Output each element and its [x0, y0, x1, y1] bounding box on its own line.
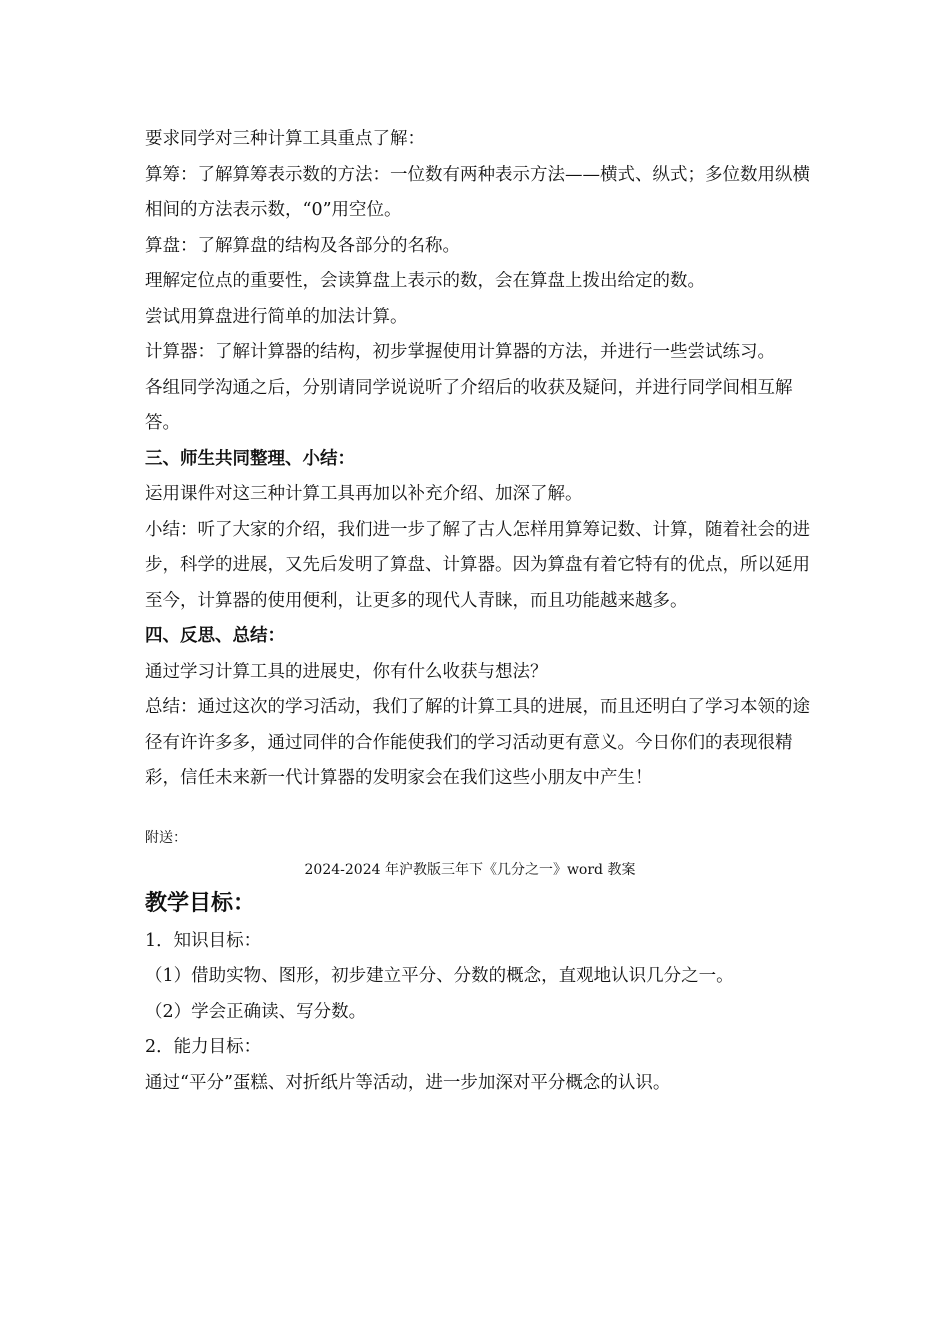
paragraph: 尝试用算盘进行简单的加法计算。 — [145, 306, 408, 327]
appendix-label: 附送： — [145, 829, 187, 846]
list-item: 通过“平分”蛋糕、对折纸片等活动，进一步加深对平分概念的认识。 — [145, 1072, 671, 1093]
appendix-title: 2024-2024 年沪教版三年下《几分之一》word 教案 — [304, 861, 636, 878]
paragraph: 小结：听了大家的介绍，我们进一步了解了古人怎样用算筹记数、计算，随着社会的进步，科学的进展，又先后发明了算盘、计算器。因为算盘有着它特有的优点，所以延用至今，计算器的使用便利，让更多的现代人青睐，而且功能越来越多。 — [145, 519, 810, 611]
list-item: （2）学会正确读、写分数。 — [145, 1001, 367, 1022]
paragraph: 理解定位点的重要性，会读算盘上表示的数，会在算盘上拨出给定的数。 — [145, 271, 705, 291]
list-item: 2．能力目标： — [145, 1037, 262, 1057]
list-item: 1．知识目标： — [145, 930, 262, 951]
section-heading: 四、反思、总结： — [145, 626, 285, 646]
paragraph: 运用课件对这三种计算工具再加以补充介绍、加深了解。 — [145, 484, 583, 504]
list-item: （1）借助实物、图形，初步建立平分、分数的概念，直观地认识几分之一。 — [145, 966, 734, 986]
paragraph: 通过学习计算工具的进展史，你有什么收获与想法？ — [145, 661, 548, 682]
goals-heading: 教学目标： — [145, 890, 256, 916]
paragraph: 要求同学对三种计算工具重点了解： — [145, 129, 425, 149]
section-heading: 三、师生共同整理、小结： — [145, 448, 355, 469]
paragraph: 各组同学沟通之后，分别请同学说说听了介绍后的收获及疑问，并进行同学间相互解答。 — [145, 377, 793, 433]
paragraph: 计算器：了解计算器的结构，初步掌握使用计算器的方法，并进行一些尝试练习。 — [145, 342, 775, 362]
paragraph: 算筹：了解算筹表示数的方法：一位数有两种表示方法——横式、纵式；多位数用纵横相间的方法表示数，“0”用空位。 — [145, 164, 810, 220]
spacer — [145, 797, 810, 824]
paragraph: 算盘：了解算盘的结构及各部分的名称。 — [145, 235, 460, 256]
paragraph: 总结：通过这次的学习活动，我们了解的计算工具的进展，而且还明白了学习本领的途径有许许多多，通过同伴的合作能使我们的学习活动更有意义。今日你们的表现很精彩，信任未来新一代计算器的发明家会在我们这些小朋友中产生！ — [145, 697, 810, 788]
document-page — [145, 122, 810, 1101]
